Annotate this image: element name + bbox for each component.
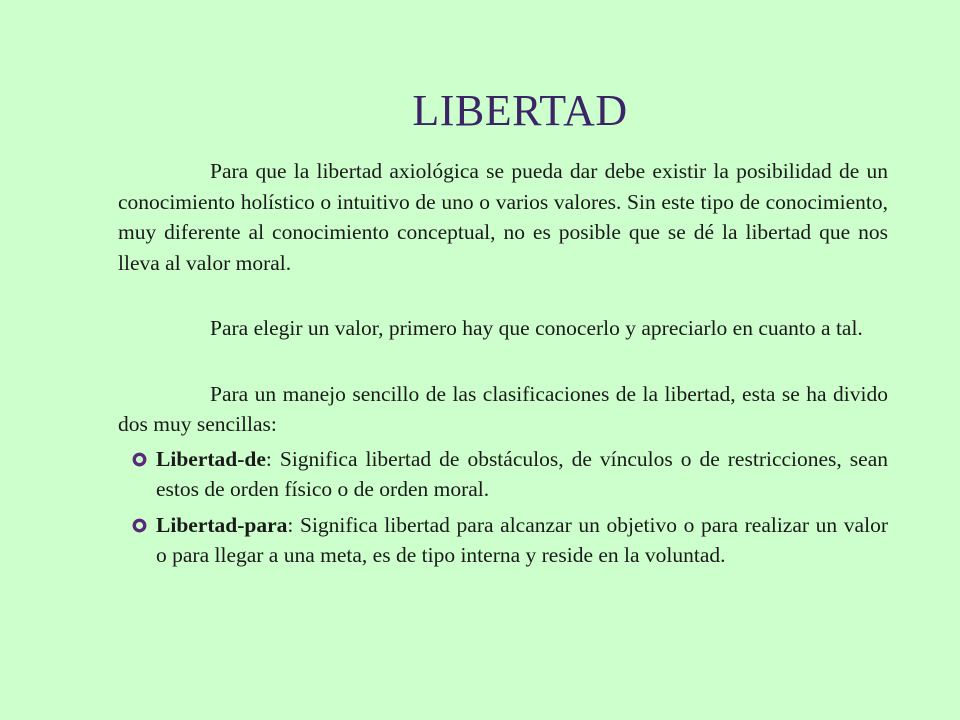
ring-bullet-icon (132, 518, 147, 533)
slide-title: LIBERTAD (412, 86, 628, 136)
bullet-list (118, 444, 888, 571)
ring-bullet-icon (132, 452, 147, 467)
bullet-item-libertad-de (118, 444, 888, 505)
paragraph-classifications: Para un manejo sencillo de las clasificaciones de la libertad, esta se ha divido dos muy sencillas: (118, 381, 888, 436)
bullet-text: : Significa libertad para alcanzar un objetivo o para realizar un valor o para llegar a una meta, es de tipo interna y reside en la voluntad. (156, 512, 888, 567)
slide-body (118, 156, 888, 576)
bullet-item-libertad-para (118, 510, 888, 571)
paragraph-choose-value: Para elegir un valor, primero hay que conocerlo y apreciarlo en cuanto a tal. (210, 316, 863, 340)
bullet-text: : Significa libertad de obstáculos, de vínculos o de restricciones, sean estos de orden físico o de orden moral. (156, 446, 888, 501)
bullet-term: Libertad-para (156, 512, 288, 537)
paragraph-axiological-freedom: Para que la libertad axiológica se pueda dar debe existir la posibilidad de un conocimiento holístico o intuitivo de uno o varios valores. Sin este tipo de conocimiento, muy diferente al conocimiento conceptual, no es posible que se dé la libertad que nos lleva al valor moral. (118, 159, 888, 275)
bullet-term: Libertad-de (156, 446, 266, 471)
